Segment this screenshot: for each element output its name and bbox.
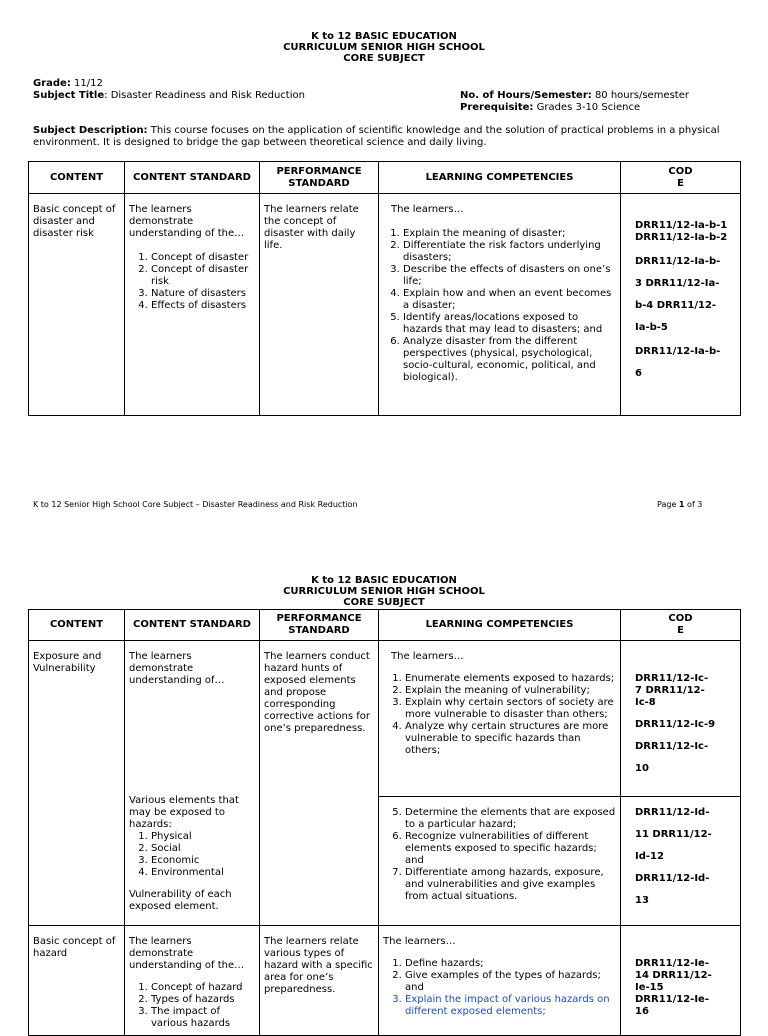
content-cell: Basic concept of disaster and disaster risk [33, 204, 116, 239]
hours-value: 80 hours/semester [594, 90, 689, 101]
competencies-list: 1. Explain the meaning of disaster; 2. Differentiate the risk factors underlying disasters; 3. Describe the effects of disasters on one’s life; 4. Explain how and when an event becomes a disaster; 5. Identify areas/locations exposed to hazards that may lead to disasters; and 6. Analyze disaster from the different perspectives (physical, psychological, socio-cultural, economic, political, and biological). [391, 228, 616, 384]
header-line-3: CORE SUBJECT [343, 597, 425, 608]
subject-description [33, 125, 733, 149]
col-performance-standard: PERFORMANCE STANDARD [260, 162, 379, 194]
header-line-2: CURRICULUM SENIOR HIGH SCHOOL [283, 586, 485, 597]
col-learning-competencies: LEARNING COMPETENCIES [379, 610, 621, 641]
table-row [29, 641, 741, 797]
col-content: CONTENT [29, 610, 125, 641]
code-cell: DRR11/12-Ia-b-1 DRR11/12-Ia-b-2 DRR11/12-Ia-b- 3 DRR11/12-Ia- b-4 DRR11/12- Ia-b-5 DRR11/12-Ia-b- 6 [635, 220, 728, 379]
competencies-cell: The learners… 1. Enumerate elements exposed to hazards; 2. Explain the meaning of vulnerability; 3. Explain why certain sectors of society are more vulnerable to disaster than others; 4. Analyze why certain structures are more vulnerable to specific hazards than others; [379, 641, 620, 761]
content-cell: Exposure and Vulnerability [33, 651, 102, 674]
competencies-list: 5. Determine the elements that are exposed to a particular hazard; 6. Recognize vulnerabilities of different elements exposed to specific hazards; and 7. Differentiate among hazards, exposure, and vulnerabilities and give examples from actual situations. [387, 807, 616, 903]
hours-label: No. of Hours/Semester: [460, 90, 592, 101]
grade-value: 11/12 [74, 78, 103, 89]
competencies-list: 1. Define hazards; 2. Give examples of the types of hazards; and 3. Explain the impact of various hazards on different exposed elements; [383, 958, 616, 1018]
competencies-cell: The learners… 1. Explain the meaning of disaster; 2. Differentiate the risk factors underlying disasters; 3. Describe the effects of disasters on one’s life; 4. Explain how and when an event becomes a disaster; 5. Identify areas/locations exposed to hazards that may lead to disasters; and 6. Analyze disaster from the different perspectives (physical, psychological, socio-cultural, economic, political, and biological). [379, 194, 620, 388]
col-content-standard: CONTENT STANDARD [125, 162, 260, 194]
header-line-3: CORE SUBJECT [343, 53, 425, 64]
standard-list: 1. Concept of hazard 2. Types of hazards 3. The impact of various hazards [129, 982, 255, 1030]
col-code: COD E [621, 610, 741, 641]
footer-page: Page 1 of 3 [657, 500, 703, 509]
col-code: COD E [621, 162, 741, 194]
grade-label: Grade: [33, 78, 71, 89]
performance-standard-cell: The learners relate the concept of disaster with daily life. [264, 204, 359, 251]
table-row [29, 926, 741, 1036]
subject-label: Subject Title [33, 90, 105, 101]
subject-line: Subject Title: Disaster Readiness and Risk Reduction [33, 90, 305, 101]
competencies-list: 1. Enumerate elements exposed to hazards; 2. Explain the meaning of vulnerability; 3. Explain why certain sectors of society are more vulnerable to disaster than others; 4. Analyze why certain structures are more vulnerable to specific hazards than others; [391, 673, 616, 757]
performance-standard-cell: The learners conduct hazard hunts of exposed elements and propose corresponding corrective actions for one’s preparedness. [264, 651, 370, 734]
table-header-row [29, 162, 741, 194]
code-cell: DRR11/12-Ic- 7 DRR11/12- Ic-8 DRR11/12-Ic-9 DRR11/12-Ic- 10 [635, 673, 716, 774]
content-standard-cell: The learners demonstrate understanding of the… 1. Concept of disaster 2. Concept of disaster risk 3. Nature of disasters 4. Effects of disasters [125, 194, 259, 316]
header-line-1: K to 12 BASIC EDUCATION [311, 31, 457, 42]
grade-line [33, 78, 103, 90]
table-header-row [29, 610, 741, 641]
footer-left: K to 12 Senior High School Core Subject – Disaster Readiness and Risk Reduction [33, 500, 358, 509]
standard-list: 1. Concept of disaster 2. Concept of disaster risk 3. Nature of disasters 4. Effects of disasters [129, 252, 255, 312]
prereq-value: Grades 3-10 Science [536, 102, 641, 113]
curriculum-table-2 [28, 609, 741, 1036]
col-learning-competencies: LEARNING COMPETENCIES [379, 162, 621, 194]
competencies-cell: The learners… 1. Define hazards; 2. Give examples of the types of hazards; and 3. Explain the impact of various hazards on different exposed elements; [379, 926, 620, 1022]
desc-value: This course focuses on the application of scientific knowledge and the solution of practical problems in a physical environment. It is designed to bridge the gap between theoretical science and daily living. [33, 125, 720, 148]
col-content: CONTENT [29, 162, 125, 194]
header-line-2: CURRICULUM SENIOR HIGH SCHOOL [283, 42, 485, 53]
code-cell: DRR11/12-Id- 11 DRR11/12- Id-12 DRR11/12-Id- 13 [635, 807, 712, 906]
table-row [29, 194, 741, 416]
performance-standard-cell: The learners relate various types of hazard with a specific area for one’s preparedness. [264, 936, 373, 995]
prereq-label: Prerequisite: [460, 102, 534, 113]
standard-list: 1. Physical 2. Social 3. Economic 4. Environmental [129, 831, 255, 879]
col-content-standard: CONTENT STANDARD [125, 610, 260, 641]
code-cell: DRR11/12-Ie- 14 DRR11/12- Ie-15 DRR11/12-Ie- 16 [635, 958, 712, 1017]
header-line-1: K to 12 BASIC EDUCATION [311, 575, 457, 586]
curriculum-table-1 [28, 161, 741, 416]
subject-value: Disaster Readiness and Risk Reduction [110, 90, 305, 101]
col-performance-standard: PERFORMANCE STANDARD [260, 610, 379, 641]
content-standard-cell: The learners demonstrate understanding of… Various elements that may be exposed to hazards: 1. Physical 2. Social 3. Economic 4. Environmental Vulnerability of each exposed element. [125, 641, 259, 917]
page1-header [0, 31, 768, 64]
desc-label: Subject Description: [33, 125, 148, 136]
competencies-cell [379, 797, 620, 907]
page2-header [0, 575, 768, 608]
content-standard-cell: The learners demonstrate understanding of the… 1. Concept of hazard 2. Types of hazards 3. The impact of various hazards [125, 926, 259, 1034]
hours-line [460, 90, 689, 102]
prereq-line [460, 102, 640, 114]
content-cell: Basic concept of hazard [33, 936, 116, 959]
